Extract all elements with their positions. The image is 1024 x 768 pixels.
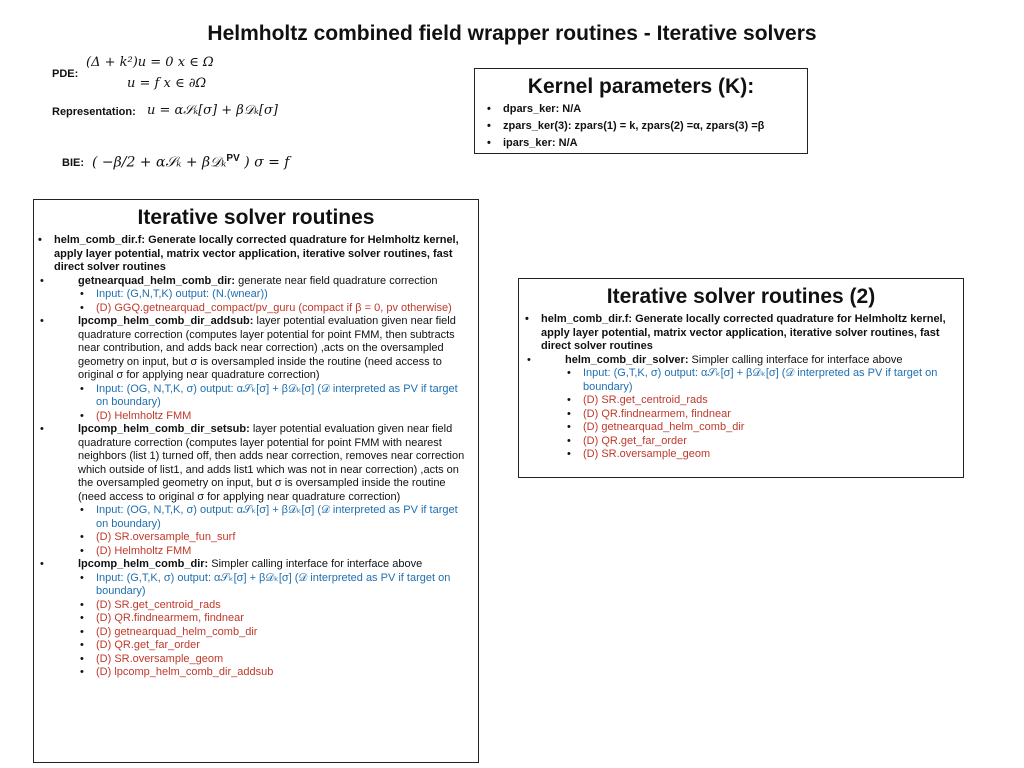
routine-name: getnearquad_helm_comb_dir: (78, 274, 236, 287)
routine-dependency: • (D) lpcomp_helm_comb_dir_addsub (96, 666, 472, 680)
routine-description: generate near field quadrature correction (235, 274, 438, 287)
kernel-item: • zpars_ker(3): zpars(1) = k, zpars(2) =α, zpars(3) =β (503, 118, 807, 135)
pde-equation-1: (Δ + k²)u = 0 x ∈ Ω (86, 55, 214, 70)
routine-dependency: • (D) getnearquad_helm_comb_dir (96, 626, 472, 640)
routine-dependency: • (D) GGQ.getnearquad_compact/pv_guru (compact if β = 0, pv otherwise) (96, 302, 472, 316)
routine-dependency: • (D) Helmholtz FMM (96, 410, 472, 424)
representation-equation: u = α𝒮ₖ[σ] + β𝒟ₖ[σ] (147, 103, 278, 118)
representation-label: Representation: (52, 106, 136, 118)
routine-name: lpcomp_helm_comb_dir_setsub: (78, 423, 250, 435)
slide-title: Helmholtz combined field wrapper routines - Iterative solvers (207, 22, 817, 45)
pde-label: PDE: (52, 68, 79, 80)
routine-dependency: • (D) Helmholtz FMM (96, 545, 472, 559)
routine-name: helm_comb_dir_solver: (565, 353, 689, 366)
routine-getnearquad (56, 275, 472, 316)
routine-io: • Input: (G,N,T,K) output: (N.(wnear)) (96, 288, 472, 302)
routine-io: • Input: (OG, N,T,K, σ) output: α𝒮ₖ[σ] + β𝒟ₖ[σ] (𝒟 interpreted as PV if target on boundary) (96, 504, 472, 531)
routine-description: layer potential evaluation given near field quadrature correction (computes layer potential for point FMM, then subtracts near contribution, and adds back near correction) ,acts on the oversampled geometry on input, but σ is oversampled inside the routine (need access to original σ for applying near quadrature correction) (78, 315, 456, 381)
iterative-solver-box (33, 199, 479, 763)
routine-dependency: • (D) QR.get_far_order (583, 435, 957, 449)
bie-pv-superscript: PV (226, 153, 240, 164)
routine-dependency: • (D) SR.oversample_geom (583, 448, 957, 462)
kernel-item: • ipars_ker: N/A (503, 135, 807, 152)
routine-io: • Input: (G,T,K, σ) output: α𝒮ₖ[σ] + β𝒟ₖ[σ] (𝒟 interpreted as PV if target on boundary) (96, 572, 472, 599)
routine-setsub (56, 423, 472, 558)
routine-solver (543, 354, 957, 462)
file-bullet: • helm_comb_dir.f: Generate locally corrected quadrature for Helmholtz kernel, apply layer potential, matrix vector application, iterative solver routines, fast direct solver routines (541, 313, 957, 354)
routine-description: layer potential evaluation given near field quadrature correction (computes layer potential for point FMM with nearest neighbors (list 1) turned off, then adds near correction, removes near correction which outside of list1, and adds list1 which was not in near correction) ,acts on the oversampled geometry on input, but σ is oversampled inside the routine (need access to original σ for applying near quadrature correction) (78, 423, 465, 503)
routine-io: • Input: (G,T,K, σ) output: α𝒮ₖ[σ] + β𝒟ₖ[σ] (𝒟 interpreted as PV if target on boundary) (583, 367, 957, 394)
routine-dependency: • (D) SR.oversample_geom (96, 653, 472, 667)
iterative-solver-heading: Iterative solver routines (137, 206, 375, 229)
routine-name: lpcomp_helm_comb_dir: (78, 558, 209, 570)
routine-dependency: • (D) QR.findnearmem, findnear (583, 408, 957, 422)
routine-description: Simpler calling interface for interface above (688, 353, 903, 366)
routine-dependency: • (D) SR.oversample_fun_surf (96, 531, 472, 545)
routine-dependency: • (D) QR.get_far_order (96, 639, 472, 653)
bie-label: BIE: (62, 157, 84, 169)
routine-description: Simpler calling interface for interface above (208, 558, 423, 570)
bie-operator: ( −β/2 + α𝒮ₖ + β𝒟ₖ (92, 154, 227, 171)
bie-equation (92, 153, 289, 171)
routine-addsub (56, 315, 472, 423)
routine-name: lpcomp_helm_comb_dir_addsub: (78, 315, 254, 327)
routine-io: • Input: (OG, N,T,K, σ) output: α𝒮ₖ[σ] + β𝒟ₖ[σ] (𝒟 interpreted as PV if target on boundary) (96, 383, 472, 410)
routine-dependency: • (D) QR.findnearmem, findnear (96, 612, 472, 626)
kernel-item: • dpars_ker: N/A (503, 101, 807, 118)
iterative-solver-2-box (518, 278, 964, 478)
file-bullet: • helm_comb_dir.f: Generate locally corrected quadrature for Helmholtz kernel, apply layer potential, matrix vector application, iterative solver routines, fast direct solver routines (54, 234, 472, 275)
pde-equation-2: u = f x ∈ ∂Ω (127, 76, 207, 91)
routine-dependency: • (D) SR.get_centroid_rads (96, 599, 472, 613)
routine-dependency: • (D) SR.get_centroid_rads (583, 394, 957, 408)
iterative-solver-2-heading: Iterative solver routines (2) (606, 285, 876, 308)
kernel-parameters-box (474, 68, 808, 154)
bie-tail: ) σ = f (244, 154, 290, 171)
routine-dependency: • (D) getnearquad_helm_comb_dir (583, 421, 957, 435)
routine-lpcomp (56, 558, 472, 680)
kernel-heading: Kernel parameters (K): (527, 75, 755, 98)
